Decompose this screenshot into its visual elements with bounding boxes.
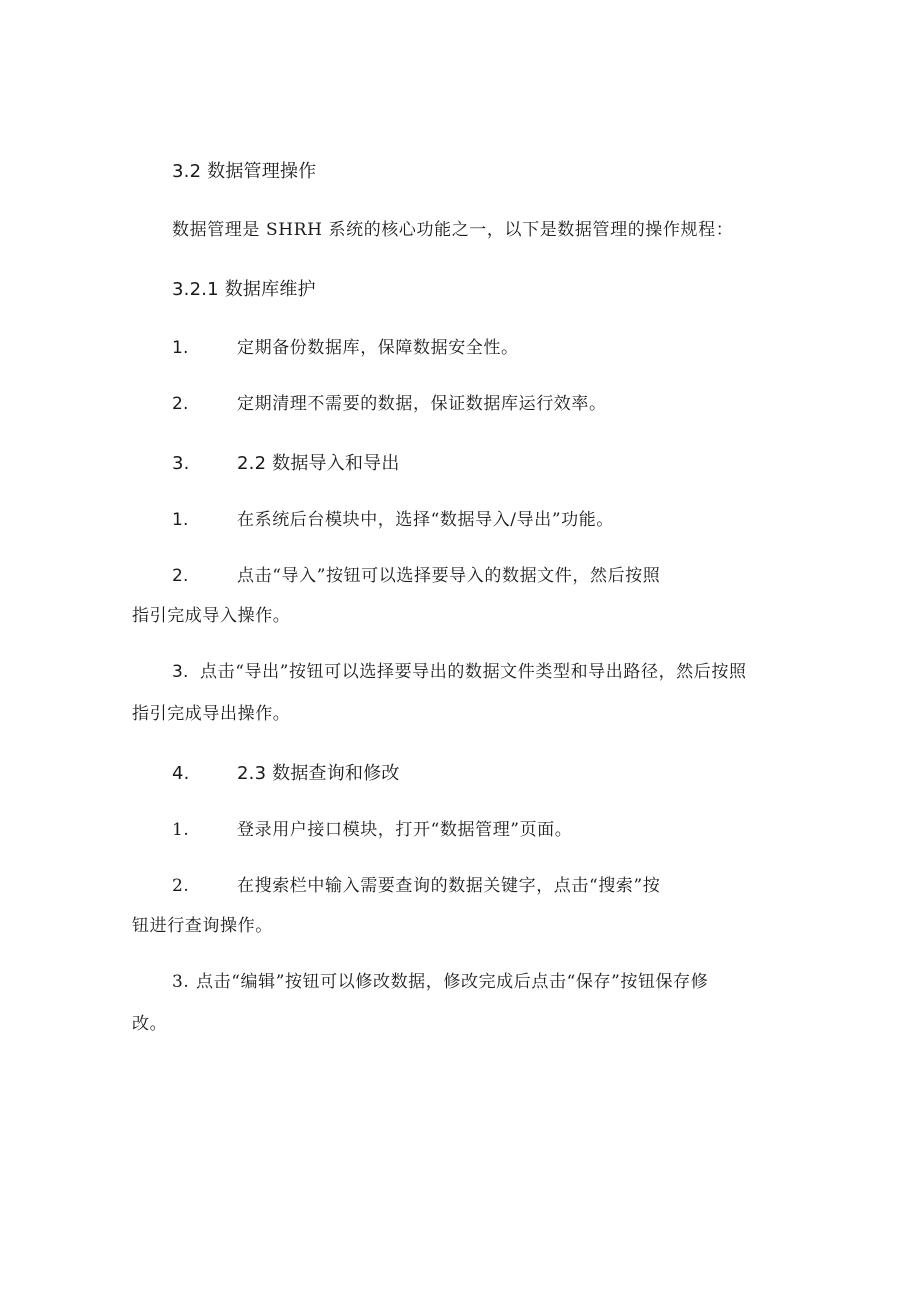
list-item-text: 点击“导出”按钮可以选择要导出的数据文件类型和导出路径，然后按照 — [200, 662, 747, 682]
list-item-continuation: 钮进行查询操作。 — [132, 916, 273, 936]
subsection-title-query-modify: 2.3 数据查询和修改 — [237, 763, 400, 784]
list-item-text: 在搜索栏中输入需要查询的数据关键字，点击“搜索”按 — [237, 876, 661, 896]
list-item-continuation: 指引完成导入操作。 — [132, 606, 291, 626]
list-number: 2. — [172, 394, 189, 414]
subsection-number: 3. — [172, 453, 190, 474]
list-item-continuation: 改。 — [132, 1014, 168, 1034]
subsection-title-import-export: 2.2 数据导入和导出 — [237, 453, 400, 474]
list-item-text: 在系统后台模块中，选择“数据导入/导出”功能。 — [237, 510, 614, 530]
list-number: 2. — [172, 876, 190, 896]
list-item-continuation: 指引完成导出操作。 — [132, 704, 291, 724]
list-number: 3. — [172, 662, 189, 682]
intro-paragraph: 数据管理是 SHRH 系统的核心功能之一，以下是数据管理的操作规程： — [172, 220, 734, 240]
list-item-text: 定期清理不需要的数据，保证数据库运行效率。 — [237, 394, 607, 414]
list-number: 3. — [172, 972, 190, 992]
subsection-number: 4. — [172, 763, 190, 784]
list-item-text: 点击“导入”按钮可以选择要导入的数据文件，然后按照 — [237, 566, 661, 586]
list-number: 1. — [172, 338, 189, 358]
list-item-text: 登录用户接口模块，打开“数据管理”页面。 — [237, 820, 573, 840]
list-number: 1. — [172, 820, 190, 840]
subsection-title-database-maintenance: 3.2.1 数据库维护 — [172, 279, 316, 300]
list-number: 2. — [172, 566, 189, 586]
list-item-text: 定期备份数据库，保障数据安全性。 — [237, 338, 519, 358]
list-number: 1. — [172, 510, 189, 530]
list-item-text: 点击“编辑”按钮可以修改数据，修改完成后点击“保存”按钮保存修 — [196, 972, 709, 992]
section-title: 3.2 数据管理操作 — [172, 161, 317, 182]
